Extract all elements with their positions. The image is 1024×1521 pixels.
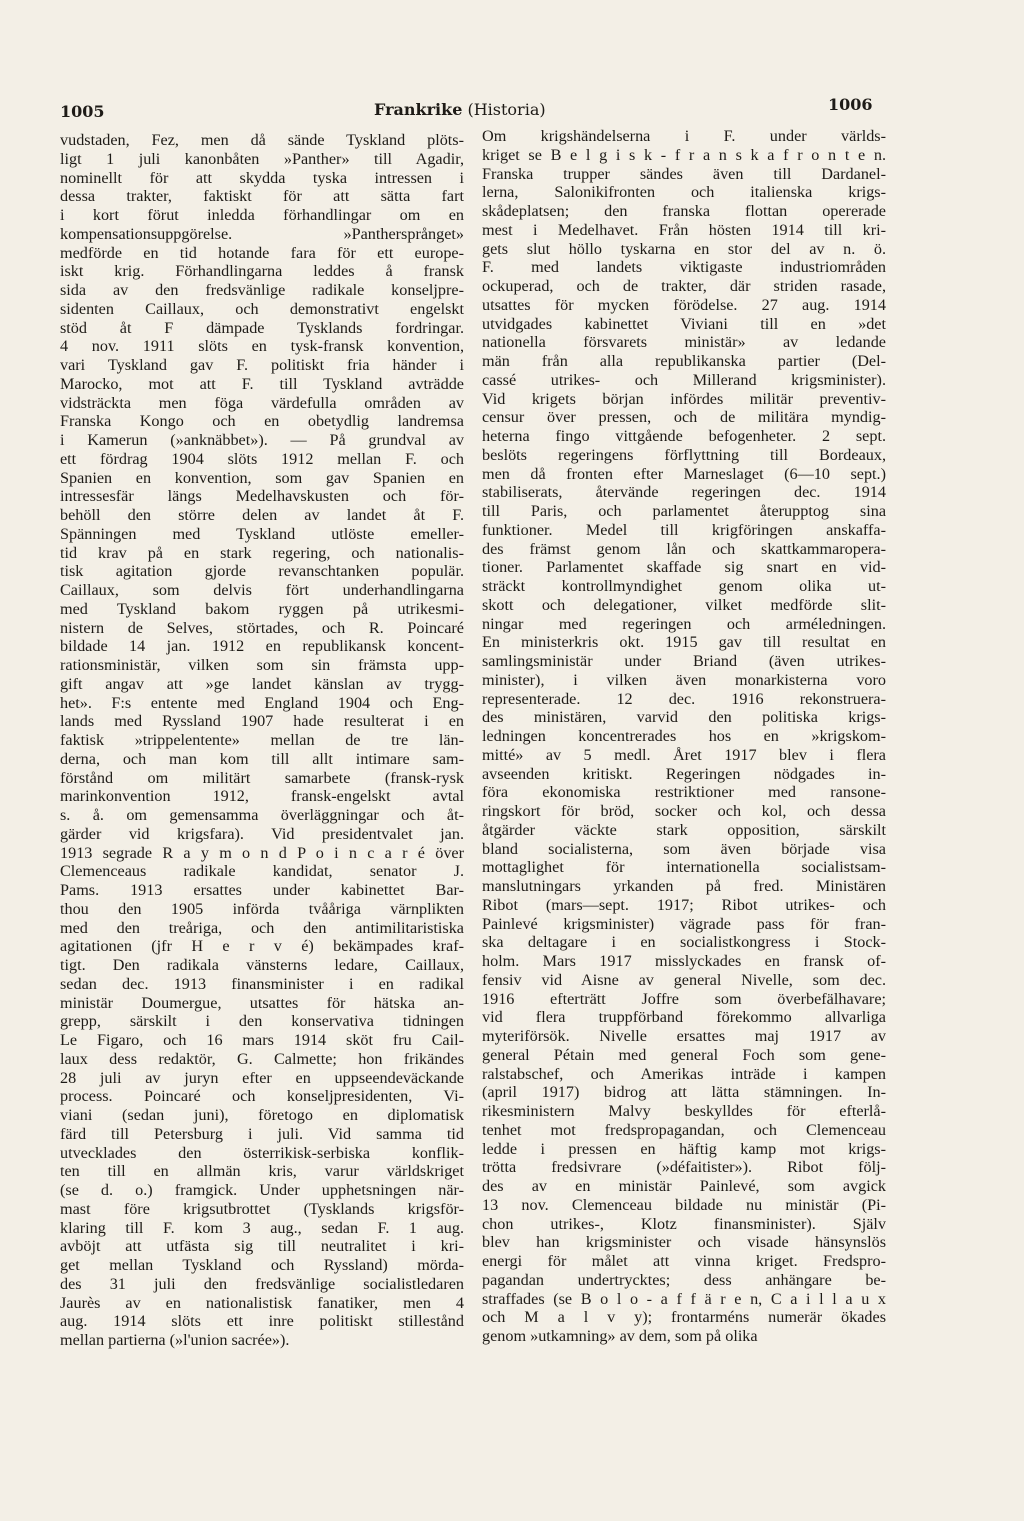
text-line: vidsträckta men föga värdefulla områden av <box>60 393 464 412</box>
text-line: ralstabschef, och Amerikas inträde i kampen <box>482 1064 886 1083</box>
page-number-left: 1005 <box>60 102 105 121</box>
text-line: heterna fingo vittgående befogenheter. 2 sept. <box>482 427 886 445</box>
text-line: Spänningen med Tyskland utlöste emeller- <box>60 524 464 543</box>
text-line: viani (sedan juni), företogo en diplomatisk <box>60 1106 464 1124</box>
text-line: med den treåriga, och den antimilitaristiska <box>60 918 464 937</box>
text-line: process. Poincaré och konseljpresidenten, Vi- <box>60 1087 464 1106</box>
text-line: stöd åt F dämpade Tysklands fordringar. <box>60 318 464 337</box>
text-line: ringskort för bröd, socker och kol, och dessa <box>482 802 886 820</box>
text-line: i Kamerun (»anknäbbet»). — På grundval av <box>60 431 464 449</box>
text-line: gift angav att »ge landet känslan av trygg- <box>60 674 464 693</box>
text-line: i kort förut inledda förhandlingar om en <box>60 206 464 224</box>
text-line: nationella försvarets ministär» av ledande <box>482 333 886 352</box>
text-line: (se d. o.) framgick. Under upphetsningen när- <box>60 1181 464 1199</box>
text-line: F. med landets viktigaste industriområden <box>482 258 886 277</box>
text-line: män från alla republikanska partier (Del- <box>482 352 886 370</box>
text-line: sida av den fredsvänlige radikale konseljpre- <box>60 281 464 299</box>
text-line: mest i Medelhavet. Från hösten 1914 till kri- <box>482 220 886 239</box>
text-line: nominellt för att skydda tyska intressen i <box>60 168 464 187</box>
text-line: Franska Kongo och en obetydlig landremsa <box>60 412 464 431</box>
text-line: tid krav på en stark regering, och nationalis- <box>60 543 464 562</box>
text-line: manslutningars yrkanden på fred. Ministären <box>482 877 886 895</box>
text-line: vudstaden, Fez, men då sände Tyskland plöts- <box>60 131 464 149</box>
text-line: gets slut höllo tyskarna en stor del av n. ö. <box>482 239 886 258</box>
text-line: iskt krig. Förhandlingarna leddes å fransk <box>60 262 464 281</box>
text-line: straffades (se B o l o - a f f ä r e n, C a i l l a u x <box>482 1289 886 1308</box>
text-line: des av en ministär Painlevé, som avgick <box>482 1177 886 1195</box>
page-number-right: 1006 <box>828 95 873 114</box>
text-line: utvidgades kabinettet Viviani till en »det <box>482 314 886 333</box>
text-line: het». F:s entente med England 1904 och Eng- <box>60 693 464 712</box>
text-line: des främst genom lån och skattkammaropera- <box>482 539 886 558</box>
text-line: laux dess redaktör, G. Calmette; hon frikändes <box>60 1049 464 1068</box>
text-line: energi för målet att vinna kriget. Fredspro- <box>482 1252 886 1270</box>
text-line: faktisk »trippelentente» mellan de tre län- <box>60 731 464 749</box>
text-line: genom »utkamning» av dem, som på olika <box>482 1327 758 1345</box>
text-line: och M a l v y); frontarméns numerär ökades <box>482 1308 886 1327</box>
text-line: Franska trupper sändes även till Dardanel- <box>482 164 886 183</box>
text-line: Vid krigets början infördes militär preventiv- <box>482 389 886 408</box>
text-line: 28 juli av juryn efter en uppseendeväckande <box>60 1068 464 1087</box>
text-line: funktioner. Medel till krigföringen anskaffa- <box>482 520 886 539</box>
text-line: s. å. om gemensamma överläggningar och åt- <box>60 806 464 824</box>
text-line: tigt. Den radikala vänsterns ledare, Caillaux, <box>60 956 464 974</box>
text-line: föra ekonomiska restriktioner med ransone- <box>482 783 886 802</box>
text-line: (april 1917) bidrog att lätta stämningen. In- <box>482 1083 886 1102</box>
text-line: medförde en tid hotande fara för ett europe- <box>60 243 464 262</box>
text-line: bildade 14 jan. 1912 en republikansk koncent- <box>60 637 464 656</box>
text-line: thou den 1905 införda tvååriga värnplikten <box>60 899 464 918</box>
text-line: 1916 efterträtt Joffre som överbefälhavare; <box>482 989 886 1008</box>
text-line: blev han krigsminister och visade hänsynslös <box>482 1233 886 1252</box>
text-line: Painlevé krigsminister) vägrade pass för fran- <box>482 914 886 933</box>
text-line: behöll den större delen av landet åt F. <box>60 506 464 524</box>
text-line: förstånd om militärt samarbete (fransk-rysk <box>60 768 464 787</box>
text-line: vari Tyskland gav F. politiskt fria händer i <box>60 356 464 374</box>
left-column <box>60 131 464 1350</box>
text-line: avseenden kritiskt. Regeringen nödgades in- <box>482 764 886 783</box>
text-line: minister), i vilken även monarkisterna voro <box>482 670 886 689</box>
text-line: ett fördrag 1904 slöts 1912 mellan F. och <box>60 449 464 468</box>
text-line: get mellan Tyskland och Ryssland) mörda- <box>60 1256 464 1274</box>
text-line: Clemenceaus radikale kandidat, senator J. <box>60 862 464 881</box>
text-line: mottaglighet för internationella socialistsam- <box>482 858 886 877</box>
text-line: sträckt kontrollmyndighet genom olika ut- <box>482 577 886 595</box>
text-line: myteriförsök. Nivelle ersattes maj 1917 av <box>482 1027 886 1045</box>
text-line: chon utrikes-, Klotz finansminister). Själv <box>482 1214 886 1233</box>
text-line: sedan dec. 1913 finansminister i en radikal <box>60 974 464 993</box>
text-line: mitté» av 5 medl. Året 1917 blev i flera <box>482 745 886 764</box>
right-column <box>482 127 886 1346</box>
text-line: Caillaux, som delvis fört underhandlingarna <box>60 581 464 599</box>
text-line: cassé utrikes- och Millerand krigsminister). <box>482 370 886 389</box>
text-line: samlingsministär under Briand (även utrikes- <box>482 652 886 670</box>
text-line: En ministerkris okt. 1915 gav till resultat en <box>482 633 886 652</box>
text-line: nistern de Selves, störtades, och R. Poincaré <box>60 618 464 637</box>
text-line: general Pétain med general Foch som gene- <box>482 1045 886 1064</box>
running-head-title: Frankrike <box>374 100 463 119</box>
text-line: tioner. Parlamentet skaffade sig snart en vid- <box>482 558 886 577</box>
text-line: Om krigshändelserna i F. under världs- <box>482 127 886 145</box>
text-line: bland socialisterna, som även började visa <box>482 839 886 858</box>
text-line: ledningen koncentrerades hos en »krigskom- <box>482 727 886 745</box>
text-line: Le Figaro, och 16 mars 1914 sköt fru Cail- <box>60 1031 464 1049</box>
text-line: intressesfär längs Medelhavskusten och för- <box>60 487 464 506</box>
text-line: derna, och man kom till allt intimare sam- <box>60 749 464 768</box>
text-line: utvecklades den österrikisk-serbiska konflik- <box>60 1143 464 1162</box>
text-line: men då fronten efter Marneslaget (6—10 sept.) <box>482 464 886 483</box>
text-line: ska deltagare i en socialistkongress i Stock- <box>482 933 886 952</box>
text-line: ningar med regeringen och arméledningen. <box>482 614 886 633</box>
text-line: ledde i pressen en häftig kamp mot krigs- <box>482 1139 886 1158</box>
text-line: ligt 1 juli kanonbåten »Panther» till Agadir, <box>60 149 464 168</box>
text-line: lerna, Salonikifronten och italienska krigs- <box>482 183 886 202</box>
text-line: ockuperad, och de trakter, där striden rasade, <box>482 277 886 295</box>
text-line: 13 nov. Clemenceau bildade nu ministär (Pi- <box>482 1195 886 1214</box>
text-line: avböjt att utfästa sig till neutralitet i kri- <box>60 1237 464 1256</box>
text-line: marinkonvention 1912, fransk-engelskt avtal <box>60 787 464 806</box>
text-line: klaring till F. kom 3 aug., sedan F. 1 aug. <box>60 1218 464 1237</box>
text-line: Ribot (mars—sept. 1917; Ribot utrikes- och <box>482 895 886 914</box>
text-line: gärder vid krigsfara). Vid presidentvalet jan. <box>60 824 464 843</box>
text-line: färd till Petersburg i juli. Vid samma tid <box>60 1124 464 1143</box>
text-line: des 31 juli den fredsvänlige socialistledaren <box>60 1274 464 1293</box>
text-line: rikesministern Malvy beskylldes för efterlå- <box>482 1102 886 1120</box>
text-line: des ministären, varvid den politiska krigs- <box>482 708 886 727</box>
text-line: beslöts regeringens förflyttning till Bordeaux, <box>482 445 886 464</box>
text-line: med Tyskland bakom ryggen på utrikesmi- <box>60 599 464 618</box>
text-line: sidenten Caillaux, och demonstrativt engelskt <box>60 299 464 318</box>
text-line: aug. 1914 slöts ett inre politiskt stillestånd <box>60 1312 464 1331</box>
text-line: holm. Mars 1917 misslyckades en fransk of- <box>482 952 886 970</box>
text-line: 1913 segrade R a y m o n d P o i n c a r é över <box>60 843 464 862</box>
text-line: 4 nov. 1911 slöts en tysk-fransk konvention, <box>60 337 464 356</box>
text-line: till Paris, och parlamentet återupptog sina <box>482 502 886 520</box>
text-line: pagandan undertrycktes; dess anhängare be- <box>482 1270 886 1289</box>
text-line: vid flera truppförband förekommo allvarliga <box>482 1008 886 1027</box>
text-line: rationsministär, vilken som sin främsta upp- <box>60 656 464 674</box>
text-line: Spanien en konvention, som gav Spanien en <box>60 468 464 487</box>
text-line: mast före krigsutbrottet (Tysklands krigsför- <box>60 1199 464 1218</box>
text-line: lands med Ryssland 1907 hade resulterat i en <box>60 712 464 731</box>
text-line: ministär Doumergue, utsattes för hätska an- <box>60 993 464 1012</box>
text-line: kriget se B e l g i s k - f r a n s k a f r o n t e n. <box>482 145 886 164</box>
text-line: mellan partierna (»l'union sacrée»). <box>60 1331 290 1349</box>
text-line: agitationen (jfr H e r v é) bekämpades kraf- <box>60 937 464 956</box>
text-line: stabiliserats, återvände regeringen dec. 1914 <box>482 483 886 502</box>
text-line: Marocko, mot att F. till Tyskland avträdde <box>60 374 464 393</box>
text-line: censur över pressen, och de militära myndig- <box>482 408 886 427</box>
text-line: fensiv vid Aisne av general Nivelle, som dec. <box>482 970 886 989</box>
text-line: dessa trakter, faktiskt för att sätta fart <box>60 187 464 206</box>
text-line: utsattes för mycken förödelse. 27 aug. 1914 <box>482 295 886 314</box>
text-line: trötta fredsivrare (»défaitister»). Ribot följ- <box>482 1158 886 1177</box>
text-line: tisk agitation gjorde revanschtanken populär. <box>60 562 464 581</box>
running-head <box>374 101 546 119</box>
text-line: Pams. 1913 ersattes under kabinettet Bar- <box>60 881 464 899</box>
text-line: representerade. 12 dec. 1916 rekonstruera- <box>482 689 886 708</box>
text-line: skådeplatsen; den franska flottan opererade <box>482 202 886 220</box>
running-head-subtitle: (Historia) <box>467 100 546 119</box>
text-line: kompensationsuppgörelse. »Panthersprånget» <box>60 224 464 243</box>
text-line: åtgärder väckte stark opposition, särskilt <box>482 820 886 839</box>
text-line: Jaurès av en nationalistisk fanatiker, men 4 <box>60 1293 464 1312</box>
text-line: grepp, särskilt i den konservativa tidningen <box>60 1012 464 1031</box>
text-line: tenhet mot fredspropagandan, och Clemenceau <box>482 1120 886 1139</box>
text-line: skott och delegationer, vilket medförde slit- <box>482 595 886 614</box>
text-line: ten till en allmän kris, varur världskriget <box>60 1162 464 1181</box>
